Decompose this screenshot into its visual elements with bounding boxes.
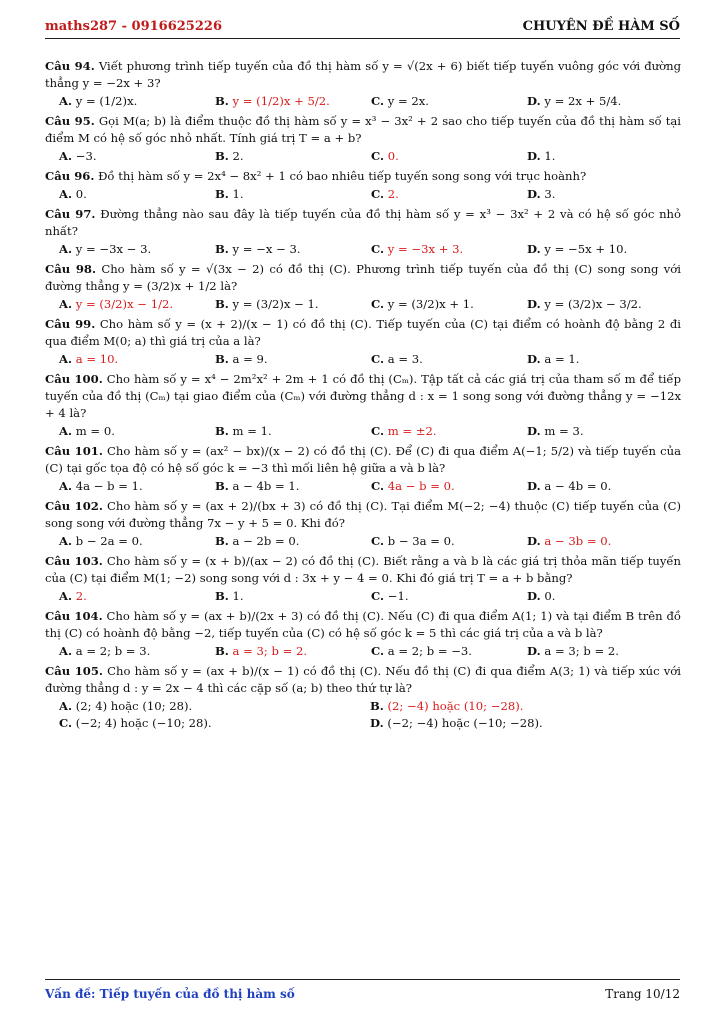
option-c: C. y = −3x + 3. <box>371 242 464 256</box>
option-d: D. a = 3; b = 2. <box>527 644 619 658</box>
header-contact: maths287 - 0916625226 <box>45 19 222 34</box>
option-b: B. a − 2b = 0. <box>215 534 300 548</box>
option-d: D. m = 3. <box>527 424 584 438</box>
question-94 <box>45 58 681 110</box>
option-d: D. 3. <box>527 187 556 201</box>
option-b: B. a = 3; b = 2. <box>215 644 308 658</box>
option-a: A. m = 0. <box>59 424 115 438</box>
question-103 <box>45 553 681 605</box>
question-99 <box>45 316 681 368</box>
question-text: Cho hàm số y = (ax² − bx)/(x − 2) có đồ thị (C). Để (C) đi qua điểm A(−1; 5/2) và tiếp tuyến của (C) tại gốc tọa độ có hệ số góc k = −3 thì mối liên hệ giữa a và b là? <box>45 444 681 475</box>
question-number: Câu 94. <box>45 59 95 73</box>
question-98 <box>45 261 681 313</box>
question-text: Đường thẳng nào sau đây là tiếp tuyến của đồ thị hàm số y = x³ − 3x² + 2 và có hệ số góc nhỏ nhất? <box>45 207 681 238</box>
question-101 <box>45 443 681 495</box>
question-text: Cho hàm số y = (x + b)/(ax − 2) có đồ thị (C). Biết rằng a và b là các giá trị thỏa mãn tiếp tuyến của (C) tại điểm M(1; −2) song song với d : 3x + y − 4 = 0. Khi đó giá trị T = a + b bằng? <box>45 554 682 585</box>
question-text: Đồ thị hàm số y = 2x⁴ − 8x² + 1 có bao nhiêu tiếp tuyến song song với trục hoành? <box>98 169 587 183</box>
options <box>45 186 681 203</box>
option-b: B. y = (1/2)x + 5/2. <box>215 94 330 108</box>
option-a: A. y = (3/2)x − 1/2. <box>59 297 174 311</box>
option-a: A. b − 2a = 0. <box>59 534 143 548</box>
question-95 <box>45 113 681 165</box>
option-c: C. 0. <box>371 149 399 163</box>
question-102 <box>45 498 681 550</box>
page-number: Trang 10/12 <box>605 987 680 1001</box>
options <box>45 93 681 110</box>
question-number: Câu 100. <box>45 372 103 386</box>
question-text: Cho hàm số y = (ax + b)/(x − 1) có đồ thị (C). Nếu đồ thị (C) đi qua điểm A(3; 1) và tiếp xúc với đường thẳng d : y = 2x − 4 thì các cặp số (a; b) theo thứ tự là? <box>45 664 681 695</box>
question-number: Câu 101. <box>45 444 103 458</box>
option-d: D. 1. <box>527 149 556 163</box>
option-d: D. y = 2x + 5/4. <box>527 94 622 108</box>
options <box>45 643 681 660</box>
option-d: D. 0. <box>527 589 556 603</box>
option-a: A. a = 2; b = 3. <box>59 644 151 658</box>
question-list <box>45 58 681 735</box>
option-b: B. a − 4b = 1. <box>215 479 300 493</box>
option-b: B. 2. <box>215 149 244 163</box>
footer-topic: Vấn đề: Tiếp tuyến của đồ thị hàm số <box>45 987 295 1001</box>
options <box>45 533 681 550</box>
option-d: D. a = 1. <box>527 352 580 366</box>
question-number: Câu 102. <box>45 499 103 513</box>
question-96 <box>45 168 681 203</box>
question-number: Câu 96. <box>45 169 95 183</box>
option-c: C. 2. <box>371 187 399 201</box>
options <box>45 423 681 440</box>
option-a: A. (2; 4) hoặc (10; 28). <box>59 699 193 713</box>
option-d: D. y = (3/2)x − 3/2. <box>527 297 642 311</box>
option-d: D. (−2; −4) hoặc (−10; −28). <box>370 716 543 730</box>
question-text: Cho hàm số y = √(3x − 2) có đồ thị (C). Phương trình tiếp tuyến của đồ thị (C) song song với đường thẳng y = (3/2)x + 1/2 là? <box>45 262 681 293</box>
question-number: Câu 97. <box>45 207 96 221</box>
question-text: Viết phương trình tiếp tuyến của đồ thị hàm số y = √(2x + 6) biết tiếp tuyến vuông góc với đường thẳng y = −2x + 3? <box>45 59 681 90</box>
option-c: C. y = 2x. <box>371 94 429 108</box>
option-a: A. a = 10. <box>59 352 119 366</box>
question-number: Câu 104. <box>45 609 103 623</box>
option-b: B. y = (3/2)x − 1. <box>215 297 319 311</box>
option-b: B. (2; −4) hoặc (10; −28). <box>370 699 524 713</box>
option-c: C. 4a − b = 0. <box>371 479 455 493</box>
option-a: A. 0. <box>59 187 87 201</box>
options <box>45 588 681 605</box>
header-topic: CHUYÊN ĐỀ HÀM SỐ <box>522 19 680 34</box>
question-text: Cho hàm số y = (ax + b)/(2x + 3) có đồ thị (C). Nếu (C) đi qua điểm A(1; 1) và tại điểm B trên đồ thị (C) có hoành độ bằng −2, tiếp tuyến của (C) có hệ số góc k = 5 thì các giá trị của a và b là? <box>45 609 681 640</box>
options <box>45 351 681 368</box>
question-text: Cho hàm số y = x⁴ − 2m²x² + 2m + 1 có đồ thị (Cₘ). Tập tất cả các giá trị của tham số m để tiếp tuyến của đồ thị (Cₘ) tại giao điểm của (Cₘ) với đường thẳng d : x = 1 song song với đường thẳng y = −12x + 4 là? <box>45 372 681 420</box>
question-number: Câu 103. <box>45 554 103 568</box>
option-a: A. 2. <box>59 589 87 603</box>
option-c: C. (−2; 4) hoặc (−10; 28). <box>59 716 212 730</box>
option-c: C. a = 2; b = −3. <box>371 644 472 658</box>
options <box>45 148 681 165</box>
question-number: Câu 95. <box>45 114 95 128</box>
options <box>45 241 681 258</box>
option-b: B. 1. <box>215 187 244 201</box>
option-b: B. 1. <box>215 589 244 603</box>
option-d: D. a − 4b = 0. <box>527 479 612 493</box>
option-d: D. a − 3b = 0. <box>527 534 612 548</box>
option-d: D. y = −5x + 10. <box>527 242 628 256</box>
question-number: Câu 98. <box>45 262 97 276</box>
option-a: A. y = (1/2)x. <box>59 94 138 108</box>
option-b: B. y = −x − 3. <box>215 242 301 256</box>
option-c: C. y = (3/2)x + 1. <box>371 297 474 311</box>
option-a: A. −3. <box>59 149 97 163</box>
option-c: C. m = ±2. <box>371 424 437 438</box>
question-97 <box>45 206 681 258</box>
question-text: Gọi M(a; b) là điểm thuộc đồ thị hàm số y = x³ − 3x² + 2 sao cho tiếp tuyến của đồ thị hàm số tại điểm M có hệ số góc nhỏ nhất. Tính giá trị T = a + b? <box>45 114 682 145</box>
question-number: Câu 105. <box>45 664 103 678</box>
option-a: A. y = −3x − 3. <box>59 242 152 256</box>
option-c: C. −1. <box>371 589 409 603</box>
page-footer <box>45 979 680 1010</box>
question-100 <box>45 371 681 440</box>
question-text: Cho hàm số y = (x + 2)/(x − 1) có đồ thị (C). Tiếp tuyến của (C) tại điểm có hoành độ bằng 2 đi qua điểm M(0; a) thì giá trị của a là? <box>45 317 681 348</box>
option-a: A. 4a − b = 1. <box>59 479 143 493</box>
question-104 <box>45 608 681 660</box>
option-c: C. a = 3. <box>371 352 423 366</box>
page-header <box>45 16 680 39</box>
options <box>45 698 681 732</box>
options <box>45 478 681 495</box>
question-105 <box>45 663 681 732</box>
options <box>45 296 681 313</box>
option-b: B. a = 9. <box>215 352 268 366</box>
question-number: Câu 99. <box>45 317 96 331</box>
question-text: Cho hàm số y = (ax + 2)/(bx + 3) có đồ thị (C). Tại điểm M(−2; −4) thuộc (C) tiếp tuyến của (C) song song với đường thẳng 7x − y + 5 = 0. Khi đó? <box>45 499 682 530</box>
option-c: C. b − 3a = 0. <box>371 534 455 548</box>
option-b: B. m = 1. <box>215 424 272 438</box>
